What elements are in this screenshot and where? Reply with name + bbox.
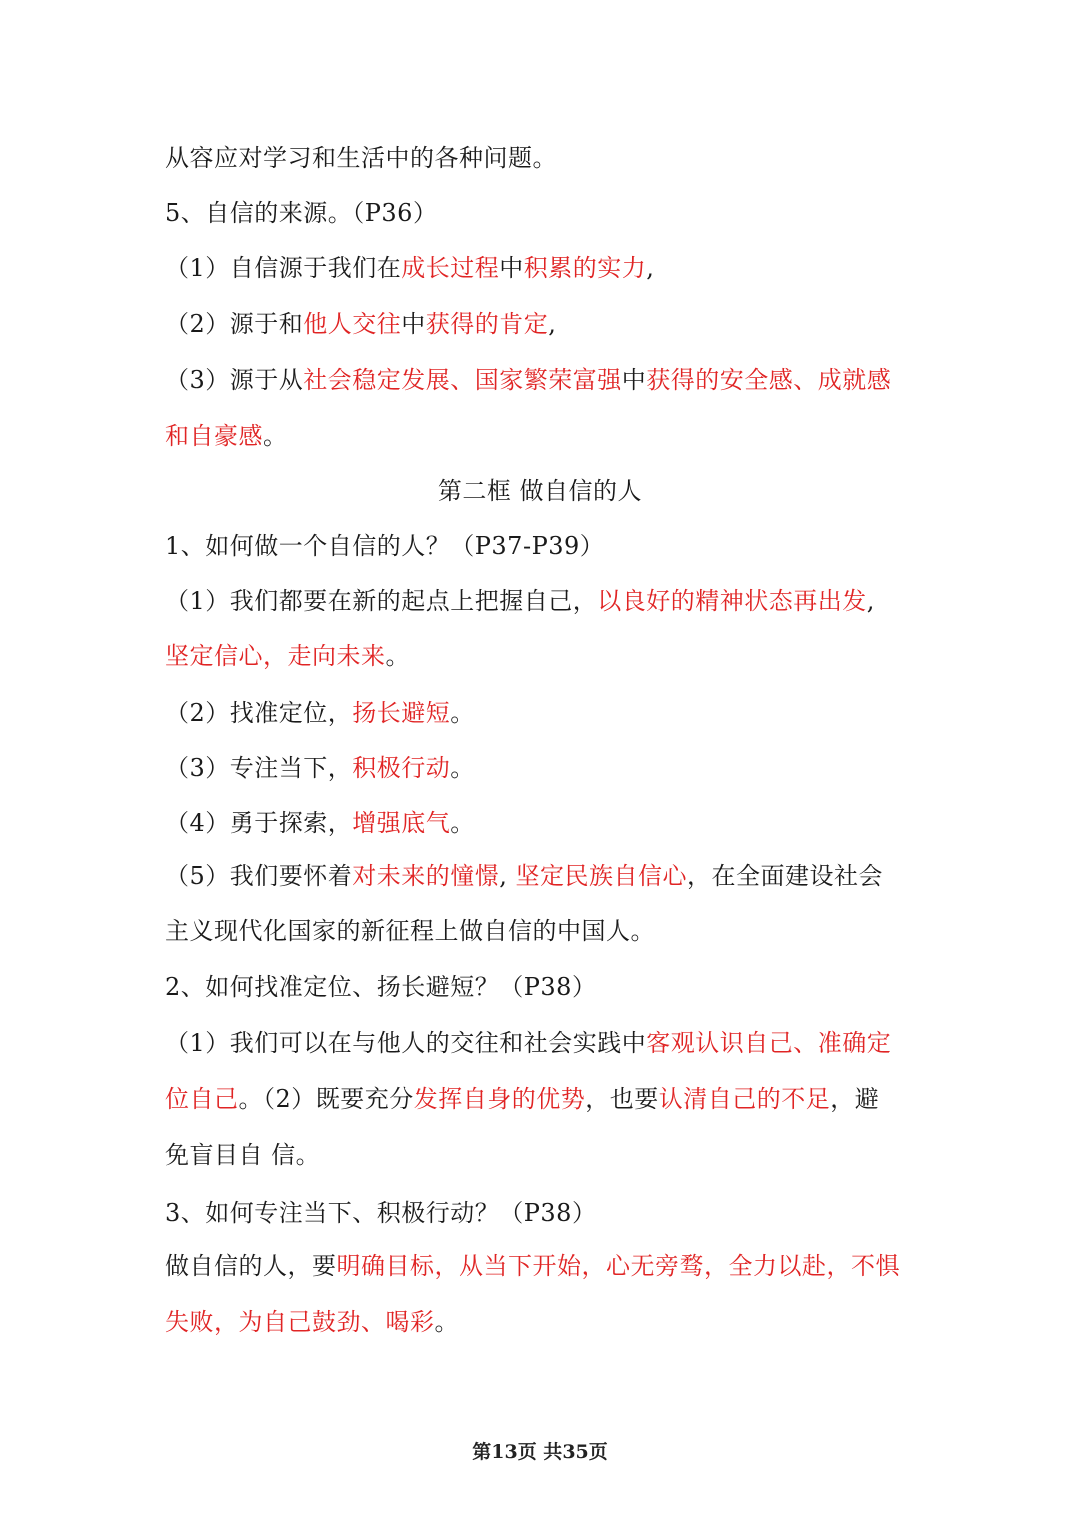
body-text: （3）专注当下， (165, 754, 353, 782)
text-line (165, 1027, 891, 1059)
body-text: （2）源于和 (165, 310, 304, 338)
text-line (165, 585, 875, 617)
highlight-text: 位自己 (165, 1085, 239, 1113)
highlight-text: 失败，为自己鼓劲、喝彩 (165, 1308, 435, 1336)
highlight-text: 获得的安全感、成就感 (646, 366, 892, 394)
body-text: 。 (263, 422, 288, 450)
highlight-text: 认清自己的不足 (658, 1085, 831, 1113)
highlight-text: 发挥自身的优势 (413, 1085, 586, 1113)
page-footer (0, 1437, 1080, 1464)
body-text: 。 (450, 809, 475, 837)
text-line (165, 252, 654, 284)
body-text: （1）我们都要在新的起点上把握自己， (165, 587, 598, 615)
section-heading (165, 197, 437, 229)
highlight-text: 扬长避短 (352, 699, 451, 727)
body-text: , (866, 587, 875, 615)
question-heading (165, 971, 596, 1003)
footer-suffix: 页 (588, 1441, 608, 1463)
highlight-text: 社会稳定发展、国家繁荣富强 (303, 366, 622, 394)
text-line (165, 807, 475, 839)
text-line (165, 1083, 879, 1115)
body-text: 。 (450, 699, 475, 727)
highlight-text: 积累的实力 (523, 254, 647, 282)
body-text: 做自信的人，要 (165, 1252, 337, 1280)
body-text: 2、如何找准定位、扬长避短？（P38） (165, 973, 597, 1001)
body-text: 中 (401, 310, 426, 338)
footer-current-page: 13 (491, 1441, 518, 1463)
text-line (165, 1250, 900, 1282)
body-text: （1）我们可以在与他人的交往和社会实践中 (165, 1029, 647, 1057)
body-text: ，避 (830, 1085, 880, 1113)
body-text: 中 (621, 366, 647, 394)
highlight-text: 和自豪感 (165, 422, 263, 450)
footer-total-pages: 35 (562, 1441, 589, 1463)
highlight-text: 他人交往 (303, 310, 402, 338)
text-line (165, 364, 891, 396)
highlight-text: 以良好的精神状态再出发 (597, 587, 867, 615)
footer-mid: 页 共 (517, 1441, 563, 1463)
question-heading (165, 1197, 596, 1229)
text-line (165, 697, 475, 729)
body-text: 。 (385, 642, 410, 670)
body-text: 中 (499, 254, 524, 282)
body-text: 5、自信的来源。（P36） (165, 199, 438, 227)
body-text: ，也要 (585, 1085, 659, 1113)
highlight-text: 坚定民族自信心 (515, 862, 688, 890)
text-line (165, 1306, 459, 1338)
highlight-text: 成长过程 (401, 254, 500, 282)
highlight-text: 坚定信心，走向未来 (165, 642, 386, 670)
text-line (165, 860, 883, 892)
highlight-text: 对未来的憧憬 (352, 862, 500, 890)
text-line (165, 915, 655, 947)
highlight-text: 客观认识自己、准确定 (646, 1029, 892, 1057)
body-text: 免盲目自 信。 (165, 1141, 321, 1169)
question-heading (165, 530, 604, 562)
subsection-title (0, 475, 1080, 507)
footer-prefix: 第 (472, 1441, 492, 1463)
text-line (165, 752, 475, 784)
text-line (165, 640, 410, 672)
body-text: （1）自信源于我们在 (165, 254, 402, 282)
body-text: （5）我们要怀着 (165, 862, 353, 890)
body-text: （4）勇于探索， (165, 809, 353, 837)
highlight-text: 积极行动 (352, 754, 451, 782)
text-line (165, 420, 288, 452)
body-text: 3、如何专注当下、积极行动？（P38） (165, 1199, 597, 1227)
text-line (165, 308, 556, 340)
body-text: 。（2）既要充分 (238, 1085, 414, 1113)
body-text: （2）找准定位， (165, 699, 353, 727)
body-text: ，在全面建设社会 (687, 862, 884, 890)
highlight-text: 获得的肯定 (425, 310, 549, 338)
body-text: 。 (450, 754, 475, 782)
body-text: 从容应对学习和生活中的各种问题。 (165, 144, 557, 172)
highlight-text: 明确目标，从当下开始，心无旁骛，全力以赴，不惧 (336, 1252, 900, 1280)
body-text: , (548, 310, 557, 338)
text-line (165, 142, 557, 174)
highlight-text: 增强底气 (352, 809, 451, 837)
body-text: 第二框 做自信的人 (437, 477, 643, 505)
body-text: 主义现代化国家的新征程上做自信的中国人。 (165, 917, 655, 945)
text-line (165, 1139, 320, 1171)
body-text: , (646, 254, 655, 282)
body-text: 1、如何做一个自信的人？（P37-P39） (165, 532, 605, 560)
body-text: , (499, 862, 516, 890)
body-text: 。 (434, 1308, 459, 1336)
body-text: （3）源于从 (165, 366, 304, 394)
